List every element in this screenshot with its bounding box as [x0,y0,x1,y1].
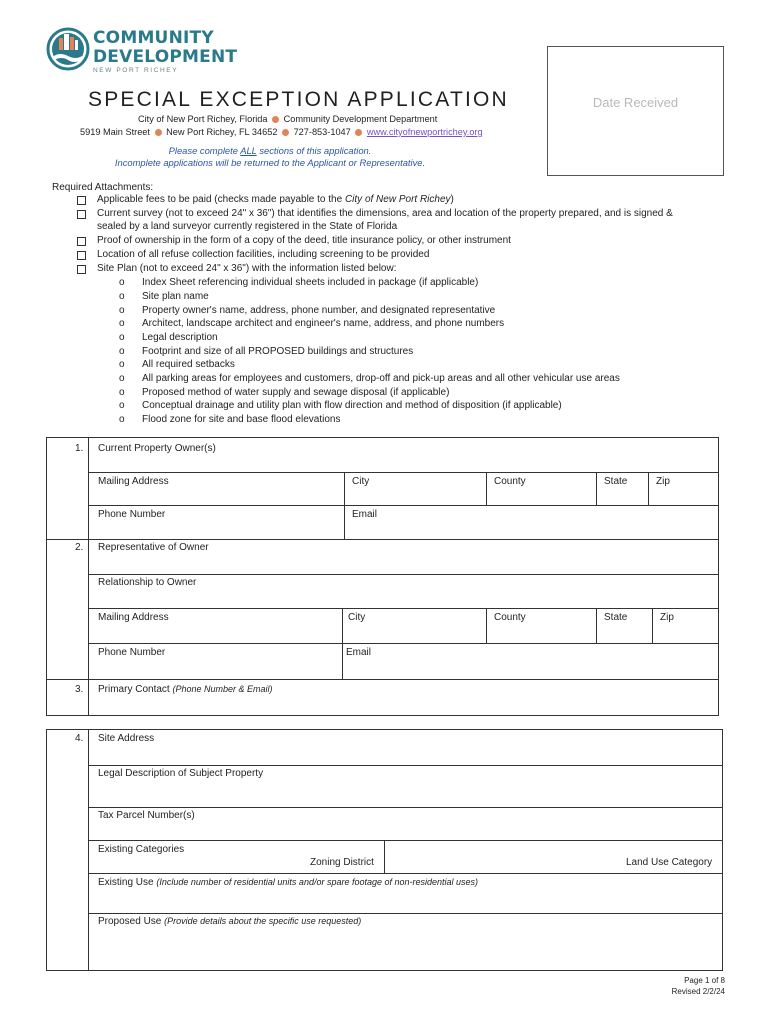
list-item: Property owner's name, address, phone number, and designated representative [142,305,496,316]
header-department: Community Development Department [283,114,438,124]
list-item: Conceptual drainage and utility plan with flow direction and method of disposition (if applicable) [142,400,562,411]
list-bullet: o [119,359,125,370]
refuse-checkbox[interactable] [77,251,86,260]
tax-parcel-field[interactable]: Tax Parcel Number(s) [98,810,195,821]
logo-line-1: COMMUNITY [93,28,214,48]
column-divider [342,608,343,679]
row-divider [88,608,719,609]
header-city: City of New Port Richey, Florida [138,114,268,124]
list-bullet: o [119,346,125,357]
ownership-checkbox[interactable] [77,237,86,246]
row-divider [88,873,723,874]
row-divider [88,574,719,575]
bullet-dot-icon [155,129,162,136]
list-item: Flood zone for site and base flood elevations [142,414,341,425]
list-bullet: o [119,318,125,329]
row-divider [88,505,719,506]
proposed-use-label: Proposed Use [98,916,165,927]
existing-use-field[interactable] [98,877,478,888]
row-divider [88,913,723,914]
section-number-1: 1. [75,443,84,454]
owner-state-field[interactable]: State [604,476,628,487]
zoning-district-field[interactable]: Zoning District [310,857,374,868]
proposed-use-note: (Provide details about the specific use requested) [164,916,362,926]
list-item: Index Sheet referencing individual sheets included in package (if applicable) [142,277,479,288]
website-link[interactable]: www.cityofnewportrichey.org [366,127,483,137]
list-item: Site plan name [142,291,209,302]
section-number-3: 3. [75,684,84,695]
instruction-line-2: Incomplete applications will be returned to the Applicant or Representative. [114,157,426,168]
primary-contact-label: Primary Contact [98,684,173,695]
header-phone: 727-853-1047 [293,127,351,137]
bullet-dot-icon [272,116,279,123]
primary-contact-note: (Phone Number & Email) [172,684,273,694]
list-bullet: o [119,277,125,288]
rep-zip-field[interactable]: Zip [660,612,674,623]
logo-line-2: DEVELOPMENT [93,47,238,67]
rep-email-field[interactable]: Email [346,647,372,658]
existing-use-label: Existing Use [98,877,157,888]
column-divider [648,472,649,505]
land-use-category-field[interactable]: Land Use Category [626,857,713,868]
page-number: Page 1 of 8 [684,976,725,985]
date-received-label: Date Received [592,95,679,110]
column-divider [88,729,89,971]
row-divider [88,807,723,808]
list-bullet: o [119,373,125,384]
representative-field[interactable]: Representative of Owner [98,542,209,553]
list-bullet: o [119,400,125,411]
header-city-state-zip: New Port Richey, FL 34652 [166,127,278,137]
owner-zip-field[interactable]: Zip [656,476,670,487]
fees-text-end: ) [450,194,454,205]
page-footer [672,975,725,997]
column-divider [344,472,345,539]
existing-use-note: (Include number of residential units and/or spare footage of non-residential uses) [156,877,479,887]
site-address-field[interactable]: Site Address [98,733,155,744]
survey-label-line-1: Current survey (not to exceed 24" x 36") that identifies the dimensions, area and location of the property prepared, and is signed & [97,208,673,219]
owner-email-field[interactable]: Email [352,509,378,520]
column-divider [486,608,487,643]
list-item: Legal description [142,332,218,343]
row-divider [46,539,719,540]
row-divider [88,643,719,644]
fees-payee: City of New Port Richey [344,194,451,205]
refuse-label: Location of all refuse collection facilities, including screening to be provided [97,249,430,260]
column-divider [88,437,89,716]
instruction-emphasis: ALL [240,145,257,156]
date-received-box[interactable] [547,46,724,176]
owner-phone-field[interactable]: Phone Number [98,509,166,520]
owner-mailing-address-field[interactable]: Mailing Address [98,476,169,487]
list-bullet: o [119,387,125,398]
community-development-logo-icon [46,20,90,78]
column-divider [384,840,385,873]
proposed-use-field[interactable] [98,916,361,927]
instruction-line-1 [0,145,540,156]
city-logo [46,20,246,80]
row-divider [46,679,719,680]
column-divider [486,472,487,505]
revision-date: Revised 2/2/24 [671,987,725,996]
rep-county-field[interactable]: County [494,612,526,623]
list-item: Footprint and size of all PROPOSED buildings and structures [142,346,414,357]
section-number-2: 2. [75,542,84,553]
owner-county-field[interactable]: County [494,476,526,487]
header-street: 5919 Main Street [80,127,150,137]
row-divider [88,765,723,766]
rep-mailing-address-field[interactable]: Mailing Address [98,612,169,623]
bullet-dot-icon [355,129,362,136]
instruction-text: sections of this application. [256,145,372,156]
fees-text: Applicable fees to be paid (checks made payable to the [97,194,345,205]
list-item: All parking areas for employees and customers, drop-off and pick-up areas and all other vehicular use areas [142,373,620,384]
list-item: All required setbacks [142,359,235,370]
relationship-field[interactable]: Relationship to Owner [98,577,197,588]
page-title: SPECIAL EXCEPTION APPLICATION [88,88,509,111]
rep-state-field[interactable]: State [604,612,628,623]
legal-description-field[interactable]: Legal Description of Subject Property [98,768,264,779]
list-bullet: o [119,332,125,343]
owner-city-field[interactable]: City [352,476,370,487]
column-divider [596,472,597,505]
required-attachments-heading: Required Attachments: [52,182,154,193]
existing-categories-label: Existing Categories [98,844,185,855]
list-item: Architect, landscape architect and engineer's name, address, and phone numbers [142,318,505,329]
ownership-label: Proof of ownership in the form of a copy of the deed, title insurance policy, or other instrument [97,235,511,246]
fees-label [97,194,454,205]
bullet-dot-icon [282,129,289,136]
row-divider [88,472,719,473]
header-info-line-1 [138,114,437,124]
list-bullet: o [119,414,125,425]
list-item: Proposed method of water supply and sewage disposal (if applicable) [142,387,450,398]
list-bullet: o [119,305,125,316]
section-number-4: 4. [75,733,84,744]
logo-line-3: NEW PORT RICHEY [93,67,179,74]
primary-contact-field[interactable] [98,684,273,695]
instruction-text: Please complete [168,145,241,156]
fees-checkbox[interactable] [77,196,86,205]
site-plan-label: Site Plan (not to exceed 24" x 36") with the information listed below: [97,263,397,274]
list-bullet: o [119,291,125,302]
rep-city-field[interactable]: City [348,612,366,623]
column-divider [596,608,597,643]
survey-label-line-2: sealed by a land surveyor currently registered in the State of Florida [97,221,398,232]
rep-phone-field[interactable]: Phone Number [98,647,166,658]
header-info-line-2 [80,127,483,137]
property-owner-field[interactable]: Current Property Owner(s) [98,443,216,454]
site-plan-checkbox[interactable] [77,265,86,274]
survey-checkbox[interactable] [77,210,86,219]
row-divider [88,840,723,841]
column-divider [652,608,653,643]
